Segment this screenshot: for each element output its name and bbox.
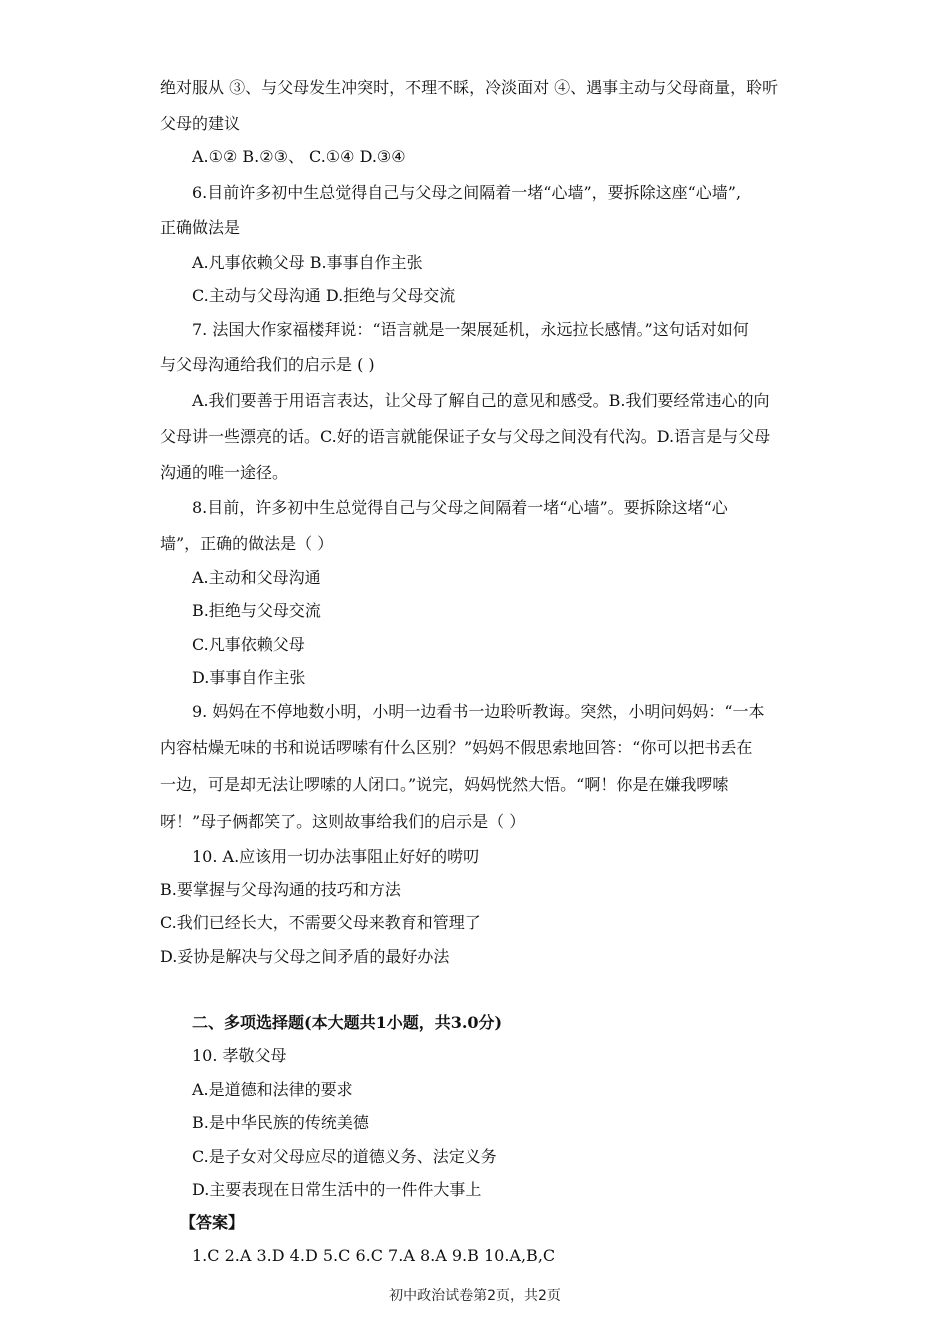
question-7: 7. 法国大作家福楼拜说：“语言就是一架展延机，永远拉长感情。”这句话对如何 — [192, 320, 749, 339]
answer-option: D.妥协是解决与父母之间矛盾的最好办法 — [160, 947, 450, 966]
text-line: 内容枯燥无味的书和说话啰嗦有什么区别？”妈妈不假思索地回答：“你可以把书丢在 — [160, 738, 753, 757]
question-10: 10. 孝敬父母 — [192, 1046, 287, 1065]
answer-options: A.①② B.②③、 C.①④ D.③④ — [192, 147, 406, 166]
page-footer: 初中政治试卷第2页，共2页 — [389, 1288, 561, 1304]
text-line: 绝对服从 ③、与父母发生冲突时，不理不睬，冷淡面对 ④、遇事主动与父母商量，聆听 — [160, 78, 779, 97]
text-line: 与父母沟通给我们的启示是 ( ) — [160, 355, 375, 374]
answer-option: D.事事自作主张 — [192, 668, 306, 687]
answer-option: B.要掌握与父母沟通的技巧和方法 — [160, 880, 401, 899]
answer-option: C.是子女对父母应尽的道德义务、法定义务 — [192, 1147, 497, 1166]
answer-option: A.主动和父母沟通 — [192, 568, 321, 587]
answer-option: C.凡事依赖父母 — [192, 635, 305, 654]
answer-option: D.主要表现在日常生活中的一件件大事上 — [192, 1180, 482, 1199]
answer-options: A.凡事依赖父母 B.事事自作主张 — [192, 253, 423, 272]
answer-option: C.我们已经长大，不需要父母来教育和管理了 — [160, 913, 481, 932]
question-9: 9. 妈妈在不停地数小明，小明一边看书一边聆听教诲。突然，小明问妈妈：“一本 — [192, 702, 765, 721]
question-8: 8.目前，许多初中生总觉得自己与父母之间隔着一堵“心墙”。要拆除这堵“心 — [192, 498, 728, 517]
question-6: 6.目前许多初中生总觉得自己与父母之间隔着一堵“心墙”，要拆除这座“心墙”, — [192, 183, 742, 202]
text-line: 沟通的唯一途径。 — [160, 463, 289, 482]
answer-options: C.主动与父母沟通 D.拒绝与父母交流 — [192, 286, 456, 305]
answer-option: B.拒绝与父母交流 — [192, 601, 321, 620]
text-line: 墙”，正确的做法是（ ） — [160, 534, 334, 553]
text-line: 正确做法是 — [160, 218, 241, 237]
answer-option: A.是道德和法律的要求 — [192, 1080, 353, 1099]
text-line: 呀！”母子俩都笑了。这则故事给我们的启示是（ ） — [160, 812, 526, 831]
answer-key: 1.C 2.A 3.D 4.D 5.C 6.C 7.A 8.A 9.B 10.A,B,C — [192, 1246, 556, 1265]
text-line: 父母的建议 — [160, 114, 241, 133]
answer-option: 10. A.应该用一切办法事阻止好好的唠叨 — [192, 847, 480, 866]
answer-heading: 【答案】 — [180, 1213, 245, 1232]
text-line: 父母讲一些漂亮的话。C.好的语言就能保证子女与父母之间没有代沟。D.语言是与父母 — [160, 427, 771, 446]
answer-options: A.我们要善于用语言表达，让父母了解自己的意见和感受。B.我们要经常违心的向 — [192, 391, 770, 410]
section-heading: 二、多项选择题(本大题共1小题，共3.0分) — [192, 1013, 503, 1032]
answer-option: B.是中华民族的传统美德 — [192, 1113, 369, 1132]
text-line: 一边，可是却无法让啰嗦的人闭口。”说完，妈妈恍然大悟。“啊！你是在嫌我啰嗦 — [160, 775, 729, 794]
